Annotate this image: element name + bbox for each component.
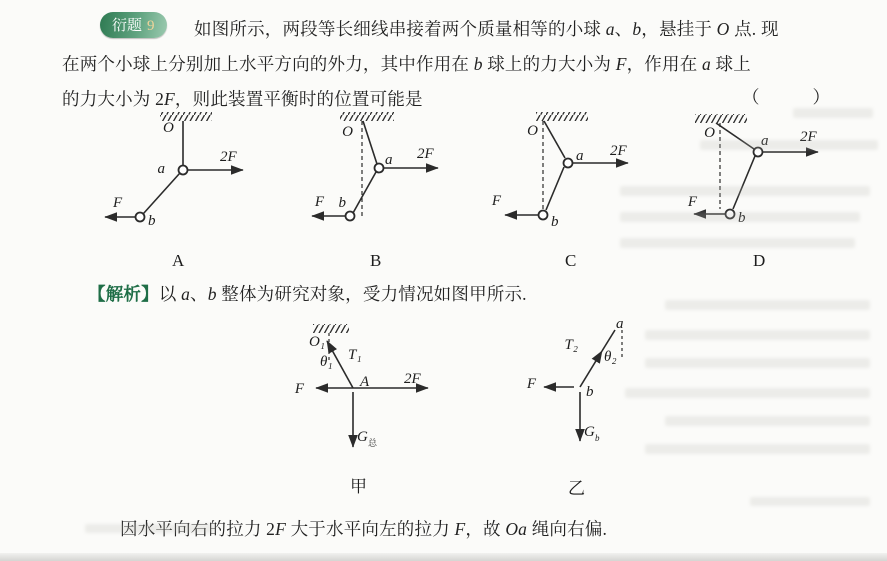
force-2f-label: 2F	[220, 149, 237, 165]
tension-t1-label: T₁	[348, 347, 362, 363]
force-f-label: F	[314, 194, 324, 210]
point-o-label: O	[704, 125, 715, 141]
tension-t2-arrow	[580, 351, 602, 387]
answer-brackets: （ ）	[742, 87, 836, 107]
gravity-subscript: b	[595, 433, 600, 443]
ball-a	[179, 166, 188, 175]
bleed-through-text	[625, 388, 870, 398]
string-to-a	[602, 330, 615, 351]
problem-text-line2: 在两个小球上分别加上水平方向的外力，其中作用在 b 球上的力大小为 F，作用在 a 球上	[62, 54, 751, 74]
point-a-label: A	[360, 374, 370, 390]
ball-a	[564, 159, 573, 168]
point-o1-label: O₁	[308, 334, 325, 350]
diagram-yi-caption: 乙	[568, 479, 585, 498]
ceiling-hatch	[536, 112, 588, 121]
force-analysis-diagrams	[280, 316, 650, 501]
force-f-label: F	[687, 194, 697, 210]
problem-badge-number: 9	[147, 18, 155, 34]
problem-badge	[100, 12, 167, 38]
point-b-label: b	[586, 384, 594, 400]
bleed-through-text	[645, 330, 870, 340]
gravity-label: G	[357, 429, 368, 445]
tension-t2-label: T₂	[564, 337, 578, 353]
diagram-option-d	[687, 114, 818, 270]
angle-theta2-label: θ₂	[604, 349, 617, 365]
ball-b	[539, 211, 548, 220]
problem-text-line1: 如图所示，两段等长细线串接着两个质量相等的小球 a、b，悬挂于 O 点. 现	[194, 19, 779, 39]
ball-b-label: b	[148, 213, 156, 229]
problem-text-line3: 的力大小为 2F，则此装置平衡时的位置可能是	[62, 89, 423, 109]
analysis-intro: 以 a、b 整体为研究对象，受力情况如图甲所示.	[158, 284, 527, 304]
force-2f-label: 2F	[417, 146, 434, 162]
ball-b	[136, 213, 145, 222]
ball-a	[375, 164, 384, 173]
bleed-through-text	[750, 497, 870, 506]
option-caption: C	[565, 251, 577, 270]
page-bottom-edge	[0, 553, 887, 561]
diagram-jia-caption: 甲	[350, 477, 367, 496]
point-o-label: O	[342, 124, 353, 140]
force-2f-label: 2F	[800, 129, 817, 145]
bleed-through-text	[645, 358, 870, 368]
diagram-option-c	[491, 112, 628, 270]
force-f-label: F	[526, 376, 536, 392]
angle-theta1-label: θ₁	[320, 354, 333, 370]
force-f-label: F	[113, 195, 123, 211]
diagram-option-b	[312, 112, 438, 270]
diagram-jia	[294, 324, 428, 496]
conclusion-line: 因水平向右的拉力 2F 大于水平向左的拉力 F，故 Oa 绳向右偏.	[120, 519, 608, 539]
point-o-label: O	[163, 120, 174, 136]
option-diagrams	[95, 106, 835, 271]
ball-a-label: a	[157, 161, 165, 177]
ceiling-hatch	[340, 112, 394, 121]
option-caption: D	[753, 251, 766, 270]
bleed-through-text	[645, 444, 870, 454]
ball-b	[726, 210, 735, 219]
option-caption: A	[172, 251, 185, 270]
ball-b-label: b	[738, 210, 746, 226]
gravity-label: G	[584, 424, 595, 440]
point-o-label: O	[527, 123, 538, 139]
diagram-option-a	[105, 112, 243, 270]
gravity-subscript: 总	[368, 438, 378, 448]
ball-b-label: b	[338, 195, 346, 211]
ball-b	[346, 212, 355, 221]
analysis-tag: 【解析】	[88, 284, 159, 304]
diagram-yi	[526, 316, 624, 498]
ceiling-hatch	[695, 114, 747, 123]
option-caption: B	[370, 251, 382, 270]
ball-a-label: a	[576, 148, 584, 164]
force-2f-label: 2F	[404, 371, 421, 387]
point-a-label: a	[616, 316, 624, 332]
force-f-label: F	[294, 381, 304, 397]
ball-a-label: a	[385, 152, 393, 168]
ball-a-label: a	[761, 133, 769, 149]
ball-b-label: b	[551, 214, 559, 230]
force-f-label: F	[491, 193, 501, 209]
problem-badge-label: 衍题	[112, 18, 143, 34]
force-2f-label: 2F	[610, 143, 627, 159]
ceiling-hatch	[313, 324, 349, 333]
bleed-through-text	[665, 300, 870, 310]
analysis-line	[88, 281, 527, 306]
bleed-through-text	[665, 416, 870, 426]
